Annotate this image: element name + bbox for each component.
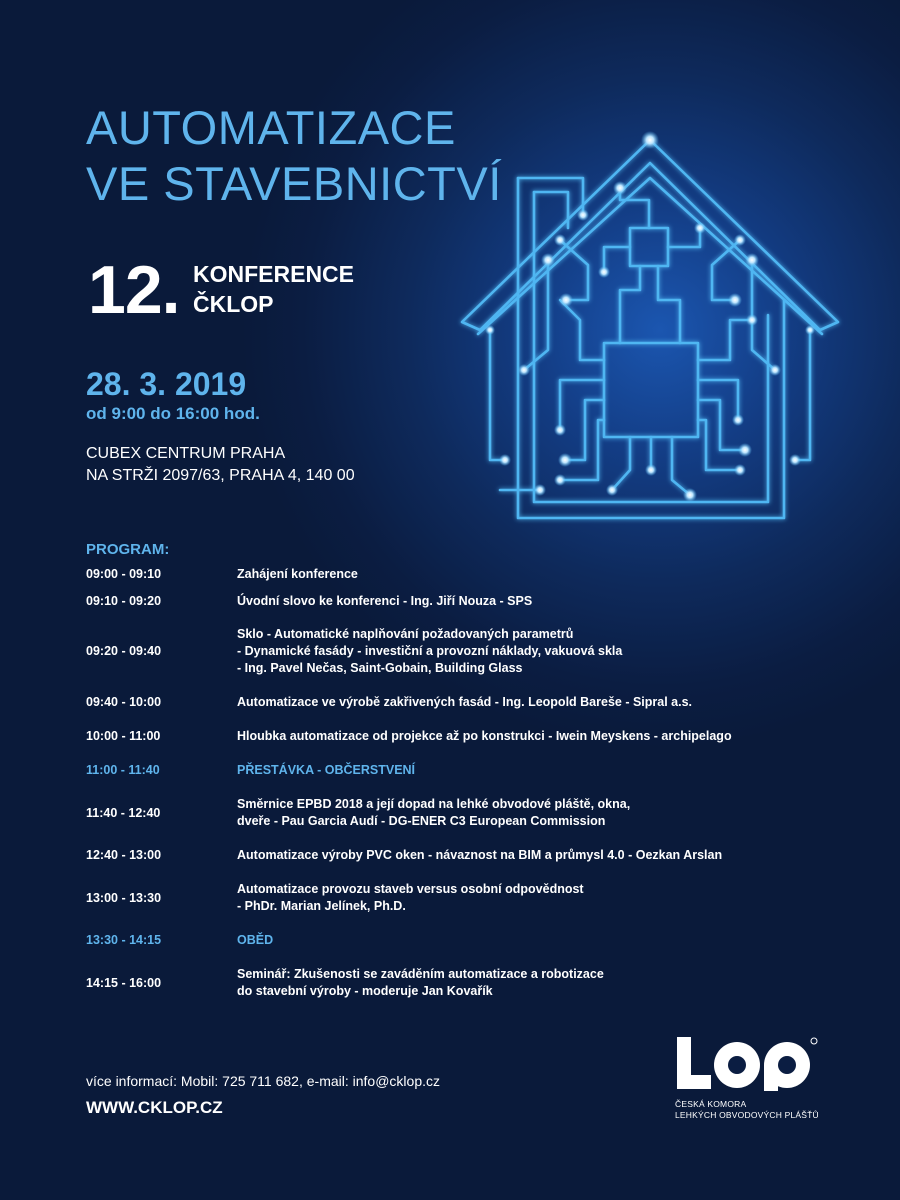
program-item-time: 09:20 - 09:40 — [86, 644, 162, 658]
program-item-description — [237, 966, 866, 1000]
venue-address: NA STRŽI 2097/63, PRAHA 4, 140 00 — [86, 467, 355, 484]
program-item-time: 13:00 - 13:30 — [86, 890, 162, 905]
conference-name-line-1: KONFERENCE — [193, 261, 355, 287]
program-item-line: Směrnice EPBD 2018 a její dopad na lehké obvodové pláště, okna, — [237, 797, 631, 811]
event-date: 28. 3. 2019 — [86, 366, 247, 402]
conference-number: 12. — [88, 252, 180, 328]
program-item-line: Seminář: Zkušenosti se zaváděním automatizace a robotizace — [237, 967, 604, 981]
program-item-description — [237, 796, 866, 830]
program-item — [86, 593, 866, 610]
program-item-line: - Dynamické fasády - investiční a provozní náklady, vakuová skla — [237, 644, 623, 658]
program-item-time: 13:30 - 14:15 — [86, 933, 162, 947]
website-link[interactable]: WWW.CKLOP.CZ — [86, 1098, 223, 1117]
circuit-house-icon — [440, 120, 860, 540]
program-item — [86, 566, 866, 583]
program-item — [86, 966, 866, 1000]
program-item-line: - Ing. Pavel Nečas, Saint-Gobain, Building Glass — [237, 661, 523, 675]
program-item — [86, 728, 866, 745]
lop-logo-mark — [675, 1035, 820, 1091]
program-item-description — [237, 932, 866, 949]
venue-name: CUBEX CENTRUM PRAHA — [86, 445, 286, 462]
program-item — [86, 847, 866, 864]
program-item — [86, 762, 866, 779]
program-item-time: 14:15 - 16:00 — [86, 975, 162, 990]
conference-name-line-2: ČKLOP — [193, 291, 274, 317]
program-schedule — [86, 566, 866, 1000]
program-item — [86, 796, 866, 830]
lop-logo — [675, 1035, 825, 1120]
program-item-description — [237, 847, 866, 864]
program-item-time: 09:40 - 10:00 — [86, 695, 162, 709]
contact-info: více informací: Mobil: 725 711 682, e-mail: info@cklop.cz — [86, 1073, 440, 1089]
program-item — [86, 626, 866, 677]
program-item-time: 11:40 - 12:40 — [86, 805, 161, 820]
program-item-description — [237, 881, 866, 915]
title-line-1: AUTOMATIZACE — [86, 101, 456, 154]
program-item-line: PŘESTÁVKA - OBČERSTVENÍ — [237, 763, 416, 777]
program-item-description — [237, 626, 866, 677]
program-item-line: Zahájení konference — [237, 567, 358, 581]
program-item-time: 09:10 - 09:20 — [86, 594, 162, 608]
logo-subtitle — [675, 1099, 825, 1120]
program-item-line: - PhDr. Marian Jelínek, Ph.D. — [237, 899, 406, 913]
program-item-description — [237, 593, 866, 610]
program-item-line: Automatizace provozu staveb versus osobní odpovědnost — [237, 882, 584, 896]
program-item-time: 11:00 - 11:40 — [86, 763, 160, 777]
program-item-time: 09:00 - 09:10 — [86, 567, 162, 581]
program-item-line: Automatizace výroby PVC oken - návaznost na BIM a průmysl 4.0 - Oezkan Arslan — [237, 848, 723, 862]
program-item-description — [237, 762, 866, 779]
program-item — [86, 932, 866, 949]
program-item-line: Úvodní slovo ke konferenci - Ing. Jiří Nouza - SPS — [237, 594, 533, 608]
program-item-line: Sklo - Automatické naplňování požadovaných parametrů — [237, 627, 574, 641]
program-item-description — [237, 728, 866, 745]
program-item — [86, 881, 866, 915]
program-item-time: 10:00 - 11:00 — [86, 729, 161, 743]
program-item — [86, 694, 866, 711]
logo-subtitle-line-2: LEHKÝCH OBVODOVÝCH PLÁŠŤŮ — [675, 1109, 819, 1120]
program-item-line: Automatizace ve výrobě zakřivených fasád - Ing. Leopold Bareše - Sipral a.s. — [237, 695, 693, 709]
program-item-line: do stavební výroby - moderuje Jan Kovařík — [237, 984, 493, 998]
program-item-line: OBĚD — [237, 933, 274, 947]
program-item-description — [237, 694, 866, 711]
program-item-description — [237, 566, 866, 583]
conference-name — [193, 259, 354, 319]
program-item-time: 12:40 - 13:00 — [86, 848, 162, 862]
program-heading: PROGRAM: — [86, 541, 170, 558]
logo-subtitle-line-1: ČESKÁ KOMORA — [675, 1099, 747, 1109]
event-venue — [86, 443, 355, 487]
program-item-line: dveře - Pau Garcia Audí - DG-ENER C3 European Commission — [237, 814, 606, 828]
title-line-2: VE STAVEBNICTVÍ — [86, 157, 502, 210]
program-item-line: Hloubka automatizace od projekce až po konstrukci - Iwein Meyskens - archipelago — [237, 729, 732, 743]
event-time: od 9:00 do 16:00 hod. — [86, 404, 260, 423]
